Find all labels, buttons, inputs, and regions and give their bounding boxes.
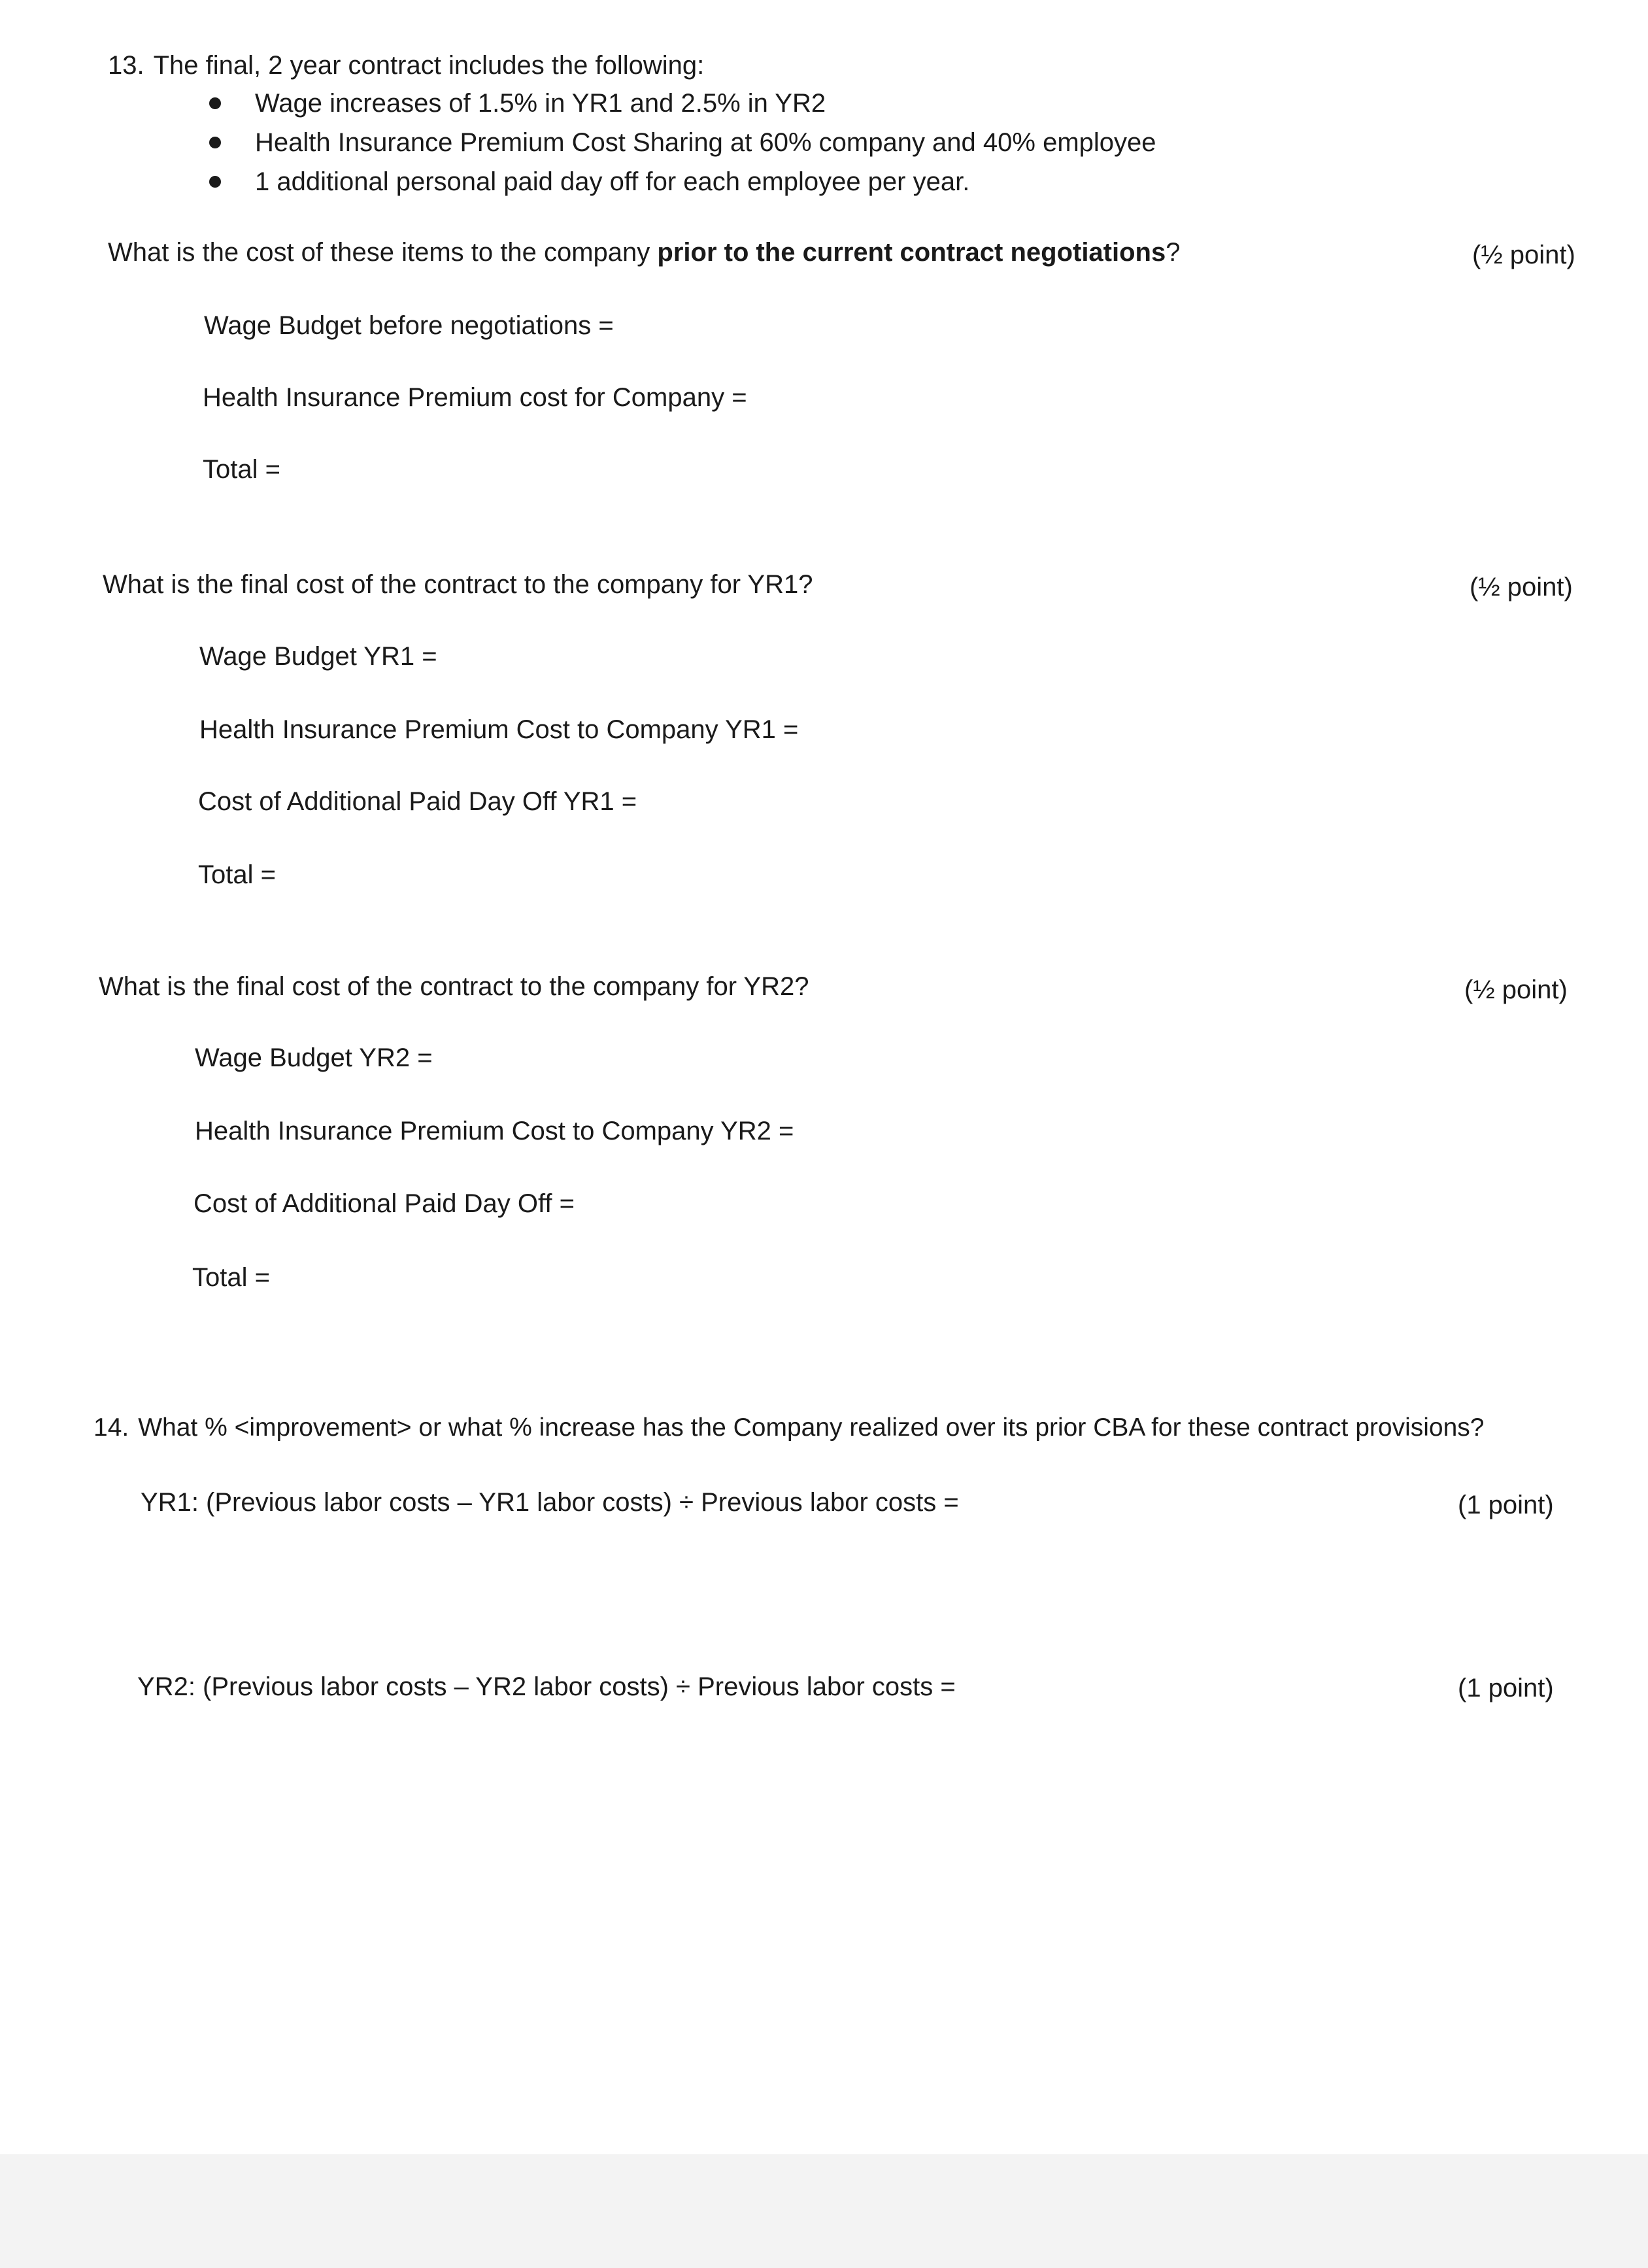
- yr1-formula: YR1: (Previous labor costs – YR1 labor costs) ÷ Previous labor costs =: [141, 1488, 959, 1517]
- question-13-intro: The final, 2 year contract includes the following:: [153, 51, 705, 80]
- yr2-formula: YR2: (Previous labor costs – YR2 labor costs) ÷ Previous labor costs =: [137, 1672, 956, 1701]
- part-a-question-pre: What is the cost of these items to the company: [108, 238, 658, 267]
- health-premium-yr2-line: Health Insurance Premium Cost to Company YR2 =: [195, 1117, 794, 1145]
- part-c-question: What is the final cost of the contract to the company for YR2?: [99, 972, 809, 1001]
- total-before-line: Total =: [203, 455, 280, 484]
- part-b-points: (½ point): [1470, 573, 1573, 601]
- question-13-number: 13.: [108, 51, 144, 80]
- paid-day-off-yr1-line: Cost of Additional Paid Day Off YR1 =: [198, 787, 637, 816]
- question-13-heading: [108, 50, 704, 81]
- contract-item-text: Health Insurance Premium Cost Sharing at 60% company and 40% employee: [255, 128, 1156, 157]
- contract-item-text: 1 additional personal paid day off for each employee per year.: [255, 167, 970, 196]
- question-14: [93, 1412, 1485, 1444]
- part-b-question: What is the final cost of the contract to the company for YR1?: [103, 570, 813, 599]
- part-c-points: (½ point): [1464, 975, 1568, 1004]
- question-14-text: What % <improvement> or what % increase has the Company realized over its prior CBA for these contract provisions?: [138, 1413, 1485, 1442]
- contract-item: [209, 88, 1156, 119]
- contract-item: [209, 166, 1156, 197]
- part-a-points: (½ point): [1472, 241, 1575, 269]
- total-yr1-line: Total =: [198, 860, 276, 889]
- part-a-question: [108, 237, 1180, 268]
- wage-budget-yr2-line: Wage Budget YR2 =: [195, 1043, 433, 1072]
- contract-items-list: [209, 88, 1156, 205]
- health-premium-yr1-line: Health Insurance Premium Cost to Company YR1 =: [199, 715, 799, 744]
- part-a-question-bold: prior to the current contract negotiations: [657, 238, 1166, 267]
- yr2-points: (1 point): [1458, 1674, 1554, 1702]
- contract-item-text: Wage increases of 1.5% in YR1 and 2.5% in YR2: [255, 89, 826, 118]
- health-premium-before-line: Health Insurance Premium cost for Company =: [203, 383, 747, 412]
- scan-bottom-margin: [0, 2154, 1648, 2268]
- bullet-icon: [209, 137, 221, 148]
- wage-budget-before-line: Wage Budget before negotiations =: [204, 311, 614, 340]
- bullet-icon: [209, 97, 221, 109]
- contract-item: [209, 127, 1156, 158]
- total-yr2-line: Total =: [192, 1263, 270, 1292]
- part-a-question-post: ?: [1166, 238, 1181, 267]
- yr1-points: (1 point): [1458, 1491, 1554, 1519]
- paid-day-off-yr2-line: Cost of Additional Paid Day Off =: [193, 1189, 575, 1218]
- question-14-number: 14.: [93, 1413, 129, 1442]
- bullet-icon: [209, 176, 221, 188]
- wage-budget-yr1-line: Wage Budget YR1 =: [199, 642, 437, 671]
